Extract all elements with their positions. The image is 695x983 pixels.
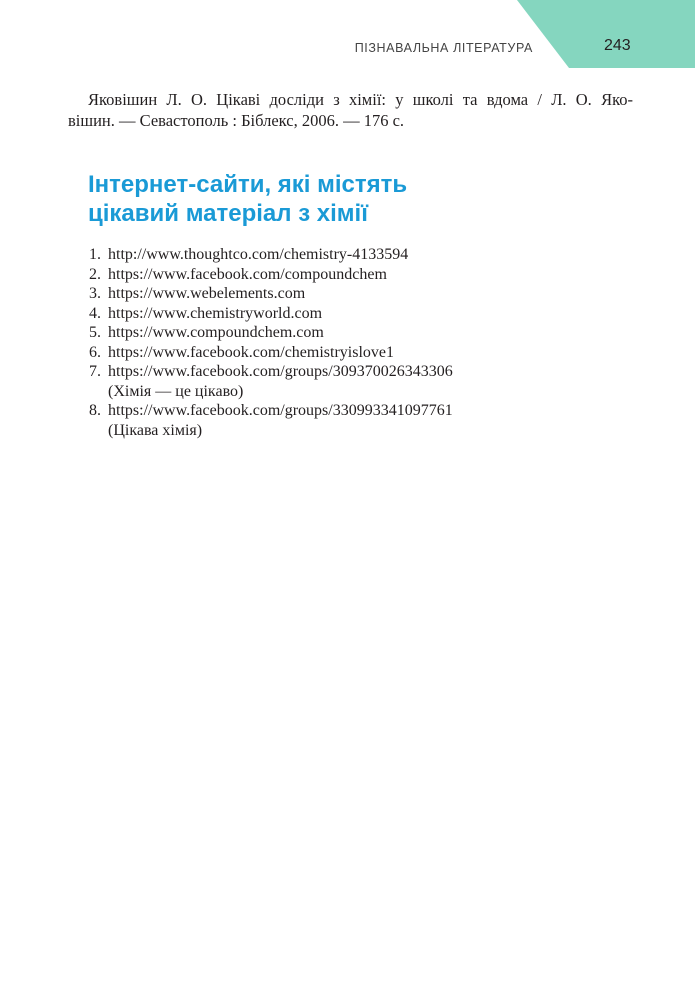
item-number: 2.: [89, 265, 101, 283]
bibliography-entry: [68, 90, 633, 131]
corner-tab: [517, 0, 695, 68]
website-note: (Хімія — це цікаво): [108, 382, 244, 400]
item-number: 3.: [89, 285, 101, 302]
website-url: https://www.facebook.com/compoundchem: [108, 265, 387, 283]
website-item: [89, 245, 453, 265]
website-url: https://www.chemistryworld.com: [108, 304, 323, 322]
website-url: https://www.facebook.com/chemistryislove1: [108, 343, 395, 361]
item-number: 4.: [89, 304, 101, 322]
bibliography-line: Яковішин Л. О. Цікаві досліди з хімії: у школі та вдома / Л. О. Яко-: [88, 90, 633, 109]
website-url: http://www.thoughtco.com/chemistry-4133594: [108, 246, 409, 263]
website-url: https://www.facebook.com/groups/309370026343306: [108, 363, 453, 380]
section-heading-line: Інтернет-сайти, які містять: [88, 171, 408, 198]
item-number: 8.: [89, 402, 101, 419]
website-note: (Цікава хімія): [108, 421, 203, 439]
website-item: [89, 284, 453, 304]
website-item: [89, 323, 453, 343]
website-url: https://www.webelements.com: [108, 285, 306, 302]
page-number: 243: [604, 37, 631, 54]
website-url: https://www.compoundchem.com: [108, 324, 324, 341]
section-heading-line: цікавий матеріал з хімії: [88, 200, 368, 227]
item-number: 1.: [89, 246, 101, 263]
item-number: 5.: [89, 324, 101, 341]
website-url: https://www.facebook.com/groups/330993341097761: [108, 402, 453, 419]
website-item: [89, 401, 453, 440]
website-item: [89, 304, 453, 324]
running-head: ПІЗНАВАЛЬНА ЛІТЕРАТУРА: [354, 41, 533, 55]
website-list: [89, 245, 453, 440]
item-number: 6.: [89, 343, 101, 361]
bibliography-line: вішин. — Севастополь : Біблекс, 2006. — 176 с.: [68, 110, 405, 130]
website-item: [89, 362, 453, 401]
section-heading: [88, 170, 608, 228]
website-item: [89, 265, 453, 285]
website-item: [89, 343, 453, 363]
item-number: 7.: [89, 363, 101, 380]
